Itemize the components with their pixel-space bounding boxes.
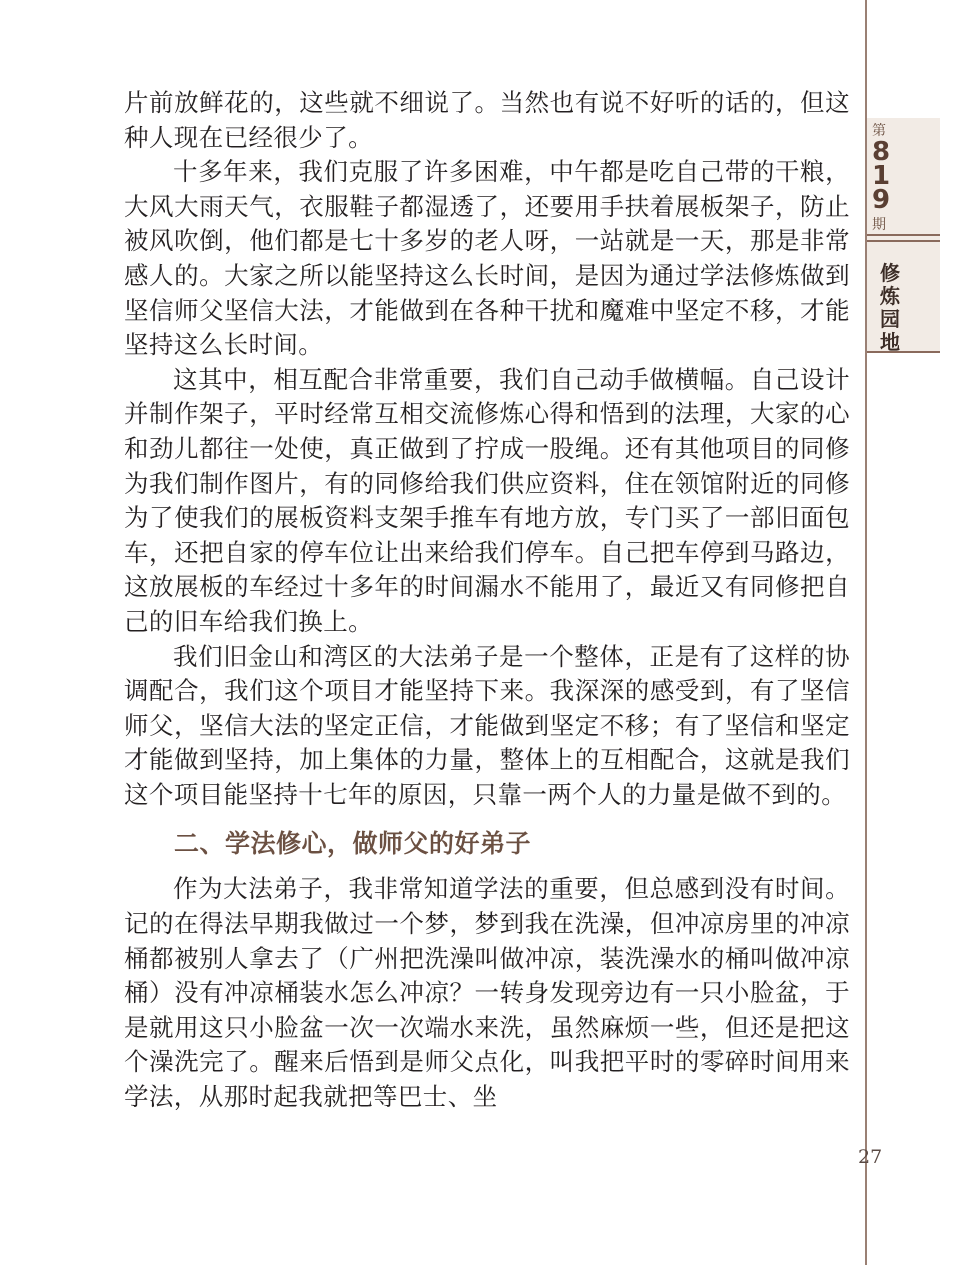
paragraph-4: 我们旧金山和湾区的大法弟子是一个整体，正是有了这样的协调配合，我们这个项目才能坚持下来。我深深的感受到，有了坚信师父，坚信大法的坚定正信，才能做到坚定不移；有了坚信和坚定才能做到坚持，加上集体的力量，整体上的互相配合，这就是我们这个项目能坚持十七年的原因，只靠一两个人的力量是做不到的。	[124, 641, 850, 809]
paragraph-5: 作为大法弟子，我非常知道学法的重要，但总感到没有时间。记的在得法早期我做过一个梦，梦到我在洗澡，但冲凉房里的冲凉桶都被别人拿去了（广州把洗澡叫做冲凉，装洗澡水的桶叫做冲凉桶）没有冲凉桶装水怎么冲凉？一转身发现旁边有一只小脸盆，于是就用这只小脸盆一次一次端水来洗，虽然麻烦一些，但还是把这个澡洗完了。醒来后悟到是师父点化，叫我把平时的零碎时间用来学法，从那时起我就把等巴士、坐	[124, 874, 850, 1112]
issue-number-badge	[867, 118, 940, 232]
issue-digit-2: 1	[872, 161, 891, 191]
issue-digit-1: 8	[872, 137, 891, 167]
section-heading: 二、学法修心，做师父的好弟子	[174, 829, 532, 859]
column-title-char-2: 炼	[880, 284, 900, 308]
column-title	[870, 262, 910, 354]
paragraph-1: 片前放鲜花的，这些就不细说了。当然也有说不好听的话的，但这种人现在已经很少了。	[124, 88, 850, 152]
issue-suffix: 期	[872, 217, 886, 233]
issue-digit-3: 9	[872, 185, 891, 215]
sidebar-divider-bottom	[867, 240, 940, 242]
paragraph-2: 十多年来，我们克服了许多困难，中午都是吃自己带的干粮，大风大雨天气，衣服鞋子都湿透了，还要用手扶着展板架子，防止被风吹倒，他们都是七十多岁的老人呀，一站就是一天，那是非常感人的。大家之所以能坚持这么长时间，是因为通过学法修炼做到坚信师父坚信大法，才能做到在各种干扰和魔难中坚定不移，才能坚持这么长时间。	[124, 157, 850, 360]
issue-prefix: 第	[872, 123, 886, 139]
column-title-char-1: 修	[880, 261, 900, 285]
column-title-char-3: 园	[880, 307, 900, 331]
sidebar-divider-top	[867, 234, 940, 236]
article-body	[124, 86, 850, 1115]
column-title-char-4: 地	[880, 330, 900, 354]
paragraph-3: 这其中，相互配合非常重要，我们自己动手做横幅。自己设计并制作架子，平时经常互相交流修炼心得和悟到的法理，大家的心和劲儿都往一处使，真正做到了拧成一股绳。还有其他项目的同修为我们制作图片，有的同修给我们供应资料，住在领馆附近的同修为了使我们的展板资料支架手推车有地方放，专门买了一部旧面包车，还把自家的停车位让出来给我们停车。自己把车停到马路边，这放展板的车经过十多年的时间漏水不能用了，最近又有同修把自己的旧车给我们换上。	[124, 364, 850, 636]
page-number: 27	[858, 1146, 883, 1168]
